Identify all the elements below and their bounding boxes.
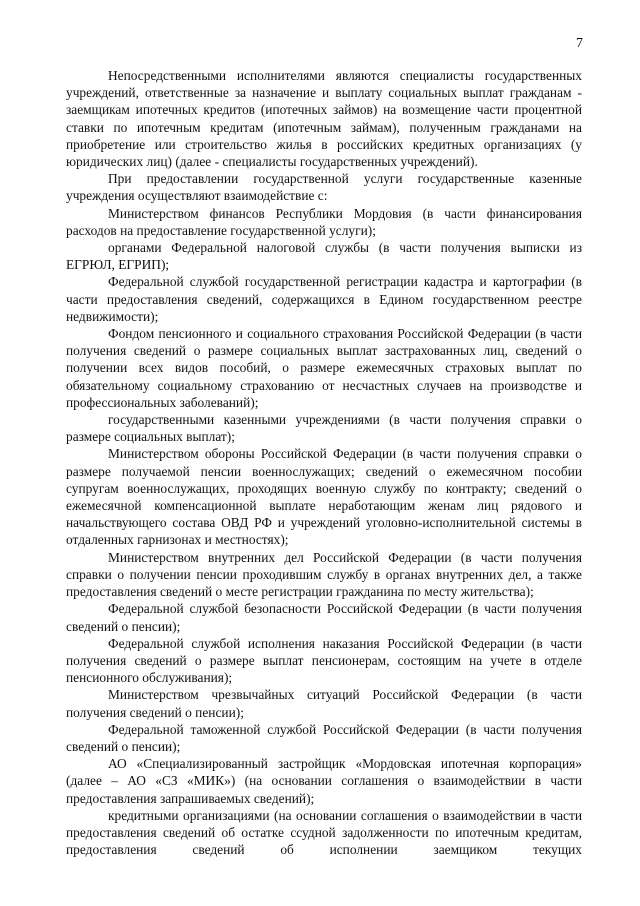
paragraph-executors: Непосредственными исполнителями являются специалисты государственных учреждений, ответственные за назначение и выплату социальных выплат гражданам - заемщикам ипотечных кредитов (ипотечных займов) на возмещение части процентной ставки по ипотечным кредитам (ипотечным займам), полученным гражданами на приобретение или строительство жилья в российских кредитных организациях (у юридических лиц) (далее - специалисты государственных учреждений).: [66, 68, 582, 170]
paragraph-rosreestr: Федеральной службой государственной регистрации кадастра и картографии (в части предоставления сведений, содержащихся в Едином государственном реестре недвижимости);: [66, 274, 582, 324]
paragraph-ministry-finance: Министерством финансов Республики Мордовия (в части финансирования расходов на предоставление государственной услуги);: [66, 205, 582, 238]
paragraph-penitentiary-service: Федеральной службой исполнения наказания Российской Федерации (в части получения сведений о размере выплат пенсионерам, состоящим на учете в отделе пенсионного обслуживания);: [66, 635, 582, 686]
page-number: 7: [576, 36, 583, 51]
paragraph-mortgage-corporation: АО «Специализированный застройщик «Мордовская ипотечная корпорация» (далее – АО «СЗ «МИК») (на основании соглашения о взаимодействии в части предоставления запрашиваемых сведений);: [66, 756, 582, 806]
paragraph-state-institutions: государственными казенными учреждениями (в части получения справки о размере социальных выплат);: [66, 412, 582, 445]
document-body: [66, 67, 582, 858]
paragraph-social-fund: Фондом пенсионного и социального страхования Российской Федерации (в части получения сведений о размере социальных выплат застрахованных лиц, сведений о получении всех видов пособий, о размере ежемесячных страховых выплат по обязательному социальному страхованию от несчастных случаев на производстве и профессиональных заболеваний);: [66, 326, 582, 410]
paragraph-emergency-ministry: Министерством чрезвычайных ситуаций Российской Федерации (в части получения сведений о пенсии);: [66, 687, 582, 720]
paragraph-customs-service: Федеральной таможенной службой Российской Федерации (в части получения сведений о пенсии);: [66, 721, 582, 754]
paragraph-ministry-defense: Министерством обороны Российской Федерации (в части получения справки о размере получаемой пенсии военнослужащих; сведений о ежемесячном пособии супругам военнослужащих, проходящих военную службу по контракту; сведений о ежемесячной компенсационной выплате неработающим женам лиц рядового и начальствующего состава ОВД РФ и учреждений уголовно-исполнительной системы в отдаленных гарнизонах и местностях);: [66, 446, 582, 548]
paragraph-ministry-interior: Министерством внутренних дел Российской Федерации (в части получения справки о получении пенсии проходившим службу в органах внутренних дел, а также предоставления сведений о месте регистрации гражданина по месту жительства);: [66, 549, 582, 600]
paragraph-interaction-intro: При предоставлении государственной услуги государственные казенные учреждения осуществляют взаимодействие с:: [66, 171, 582, 204]
paragraph-security-service: Федеральной службой безопасности Российской Федерации (в части получения сведений о пенсии);: [66, 601, 582, 634]
paragraph-credit-organizations: кредитными организациями (на основании соглашения о взаимодействии в части предоставления сведений об остатке ссудной задолженности по ипотечным кредитам, предоставления сведений об исполнении заемщиком текущих: [66, 807, 582, 858]
paragraph-tax-service: органами Федеральной налоговой службы (в части получения выписки из ЕГРЮЛ, ЕГРИП);: [66, 240, 582, 273]
